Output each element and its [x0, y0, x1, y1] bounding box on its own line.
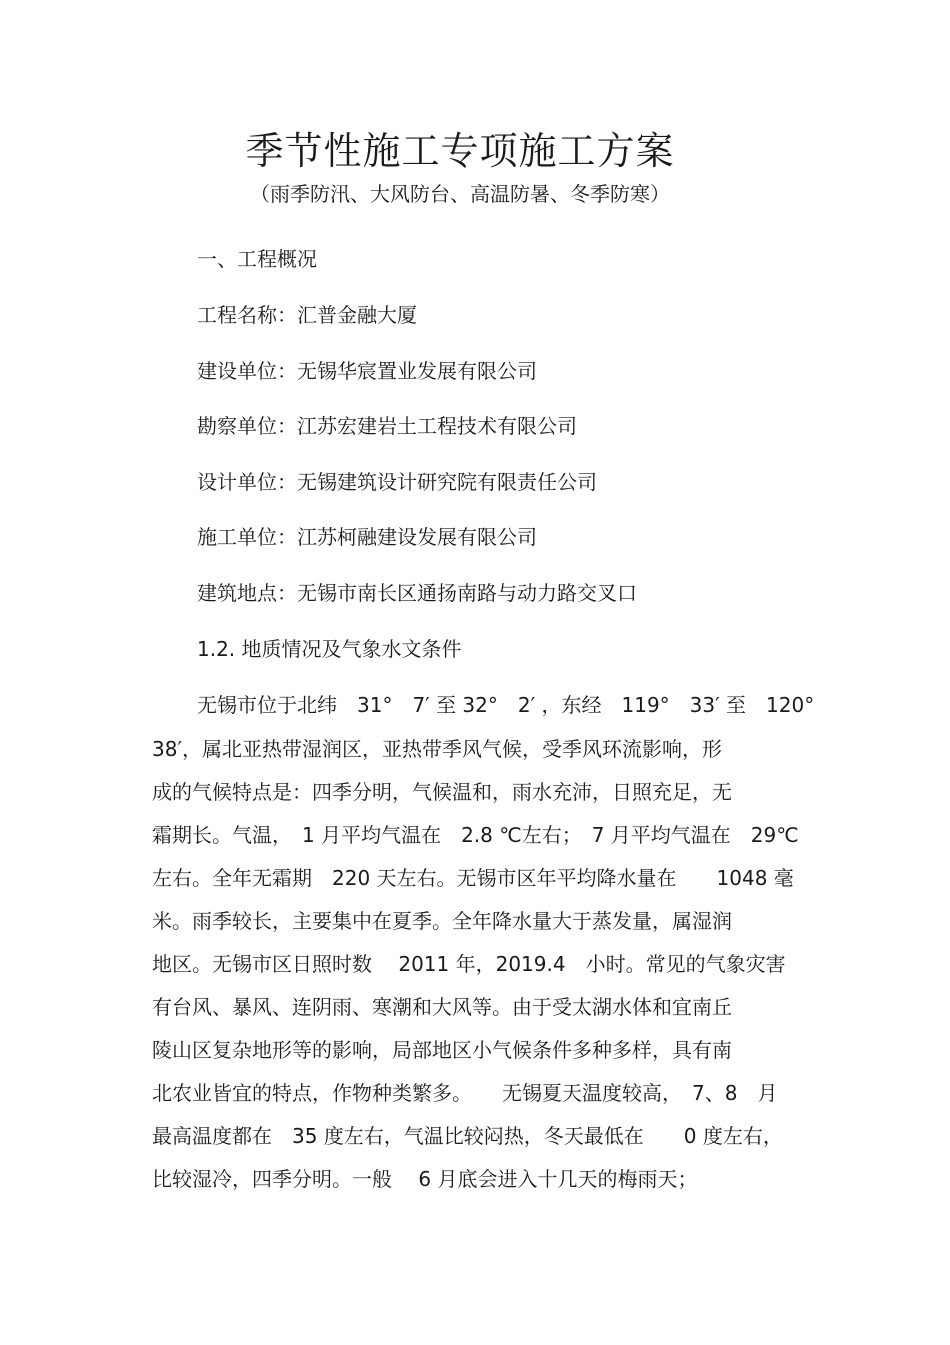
info-line-owner: 建设单位：无锡华宸置业发展有限公司: [197, 359, 537, 383]
paragraph-line: 左右。全年无霜期 220 天左右。无锡市区年平均降水量在 1048 毫: [152, 866, 794, 890]
paragraph-line: 霜期长。气温， 1 月平均气温在 2.8 ℃左右； 7 月平均气温在 29℃: [152, 823, 799, 847]
info-line-survey: 勘察单位：江苏宏建岩土工程技术有限公司: [197, 414, 577, 438]
document-title: 季节性施工专项施工方案: [245, 129, 675, 173]
paragraph-line: 有台风、暴风、连阴雨、寒潮和大风等。由于受太湖水体和宜南丘: [152, 995, 732, 1019]
section-heading: 一、工程概况: [197, 247, 317, 271]
info-line-contractor: 施工单位：江苏柯融建设发展有限公司: [197, 525, 537, 549]
paragraph-line: 地区。无锡市区日照时数 2011 年，2019.4 小时。常见的气象灾害: [152, 952, 786, 976]
paragraph-line: 38′，属北亚热带湿润区，亚热带季风气候，受季风环流影响，形: [152, 737, 722, 761]
info-line-project-name: 工程名称：汇普金融大厦: [197, 303, 417, 327]
subsection-heading: 1.2. 地质情况及气象水文条件: [197, 637, 462, 661]
paragraph-line: 比较湿冷，四季分明。一般 6 月底会进入十几天的梅雨天；: [152, 1167, 698, 1191]
document-subtitle: （雨季防汛、大风防台、高温防暑、冬季防寒）: [250, 182, 670, 206]
paragraph-line: 米。雨季较长，主要集中在夏季。全年降水量大于蒸发量，属湿润: [152, 909, 732, 933]
info-line-design: 设计单位：无锡建筑设计研究院有限责任公司: [197, 470, 597, 494]
paragraph-line: 陵山区复杂地形等的影响，局部地区小气候条件多种多样，具有南: [152, 1038, 732, 1062]
paragraph-line: 北农业皆宜的特点，作物种类繁多。 无锡夏天温度较高， 7、8 月: [152, 1081, 778, 1105]
paragraph-line: 成的气候特点是：四季分明，气候温和，雨水充沛，日照充足，无: [152, 780, 732, 804]
paragraph-line: 无锡市位于北纬 31° 7′ 至 32° 2′ ，东经 119° 33′ 至 120°: [197, 693, 815, 717]
paragraph-line: 最高温度都在 35 度左右，气温比较闷热，冬天最低在 0 度左右，: [152, 1124, 783, 1148]
info-line-location: 建筑地点：无锡市南长区通扬南路与动力路交叉口: [197, 581, 637, 605]
